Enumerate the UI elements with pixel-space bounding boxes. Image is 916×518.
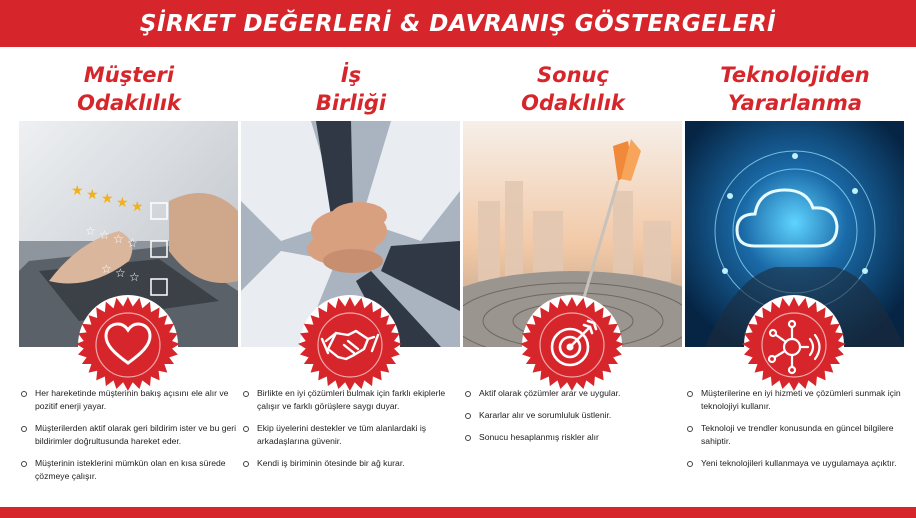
value-card-customer-focus [19, 47, 239, 502]
svg-text:☆: ☆ [115, 266, 126, 280]
bullet-list [19, 387, 241, 492]
card-title [19, 61, 239, 117]
svg-text:★: ★ [131, 198, 144, 214]
list-item: Kendi iş biriminin ötesinde bir ağ kurar. [241, 457, 463, 470]
bullet-list [463, 387, 685, 453]
list-item: Birlikte en iyi çözümleri bulmak için farklı ekiplerle çalışır ve farklı görüşlere saygı duyar. [241, 387, 463, 413]
list-item: Aktif olarak çözümler arar ve uygular. [463, 387, 685, 400]
value-card-technology [685, 47, 905, 502]
svg-text:☆: ☆ [129, 270, 140, 284]
header-banner [0, 0, 916, 47]
svg-text:☆: ☆ [99, 228, 110, 242]
svg-text:★: ★ [116, 194, 129, 210]
svg-text:★: ★ [101, 190, 114, 206]
svg-text:☆: ☆ [113, 232, 124, 246]
card-title [685, 61, 905, 117]
network-icon [742, 293, 846, 397]
footer-bar [0, 507, 916, 518]
card-title-line2: Odaklılık [77, 91, 181, 115]
card-title-line2: Odaklılık [521, 91, 625, 115]
page-title: ŞİRKET DEĞERLERİ & DAVRANIŞ GÖSTERGELERİ [139, 10, 777, 37]
list-item: Her hareketinde müşterinin bakış açısını ele alır ve pozitif enerji yayar. [19, 387, 241, 413]
list-item: Ekip üyelerini destekler ve tüm alanlardaki iş arkadaşlarına güvenir. [241, 422, 463, 448]
svg-text:☆: ☆ [127, 236, 138, 250]
list-item: Sonucu hesaplanmış riskler alır [463, 431, 685, 444]
svg-text:★: ★ [86, 186, 99, 202]
svg-text:☆: ☆ [85, 224, 96, 238]
heart-icon [76, 293, 180, 397]
list-item: Yeni teknolojileri kullanmaya ve uygulamaya açıktır. [685, 457, 907, 470]
card-title-line2: Birliği [315, 91, 387, 115]
bullet-list [241, 387, 463, 479]
card-title [241, 61, 461, 117]
list-item: Müşterilerden aktif olarak geri bildirim ister ve bu geri bildirimler doğrultusunda hareket eder. [19, 422, 241, 448]
card-title-line1: Teknolojiden [720, 63, 870, 87]
list-item: Müşterilerine en iyi hizmeti ve çözümleri sunmak için teknolojiyi kullanır. [685, 387, 907, 413]
handshake-icon [298, 293, 402, 397]
card-title-line2: Yararlanma [727, 91, 863, 115]
value-card-result-focus [463, 47, 683, 502]
list-item: Kararlar alır ve sorumluluk üstlenir. [463, 409, 685, 422]
list-item: Teknoloji ve trendler konusunda en güncel bilgilere sahiptir. [685, 422, 907, 448]
card-title [463, 61, 683, 117]
card-title-line1: Sonuç [537, 63, 609, 87]
list-item: Müşterinin isteklerini mümkün olan en kısa sürede çözmeye çalışır. [19, 457, 241, 483]
svg-text:☆: ☆ [101, 262, 112, 276]
svg-text:★: ★ [71, 182, 84, 198]
card-title-line1: İş [340, 63, 362, 87]
target-icon [520, 293, 624, 397]
value-card-collaboration [241, 47, 461, 502]
card-title-line1: Müşteri [83, 63, 175, 87]
bullet-list [685, 387, 907, 479]
